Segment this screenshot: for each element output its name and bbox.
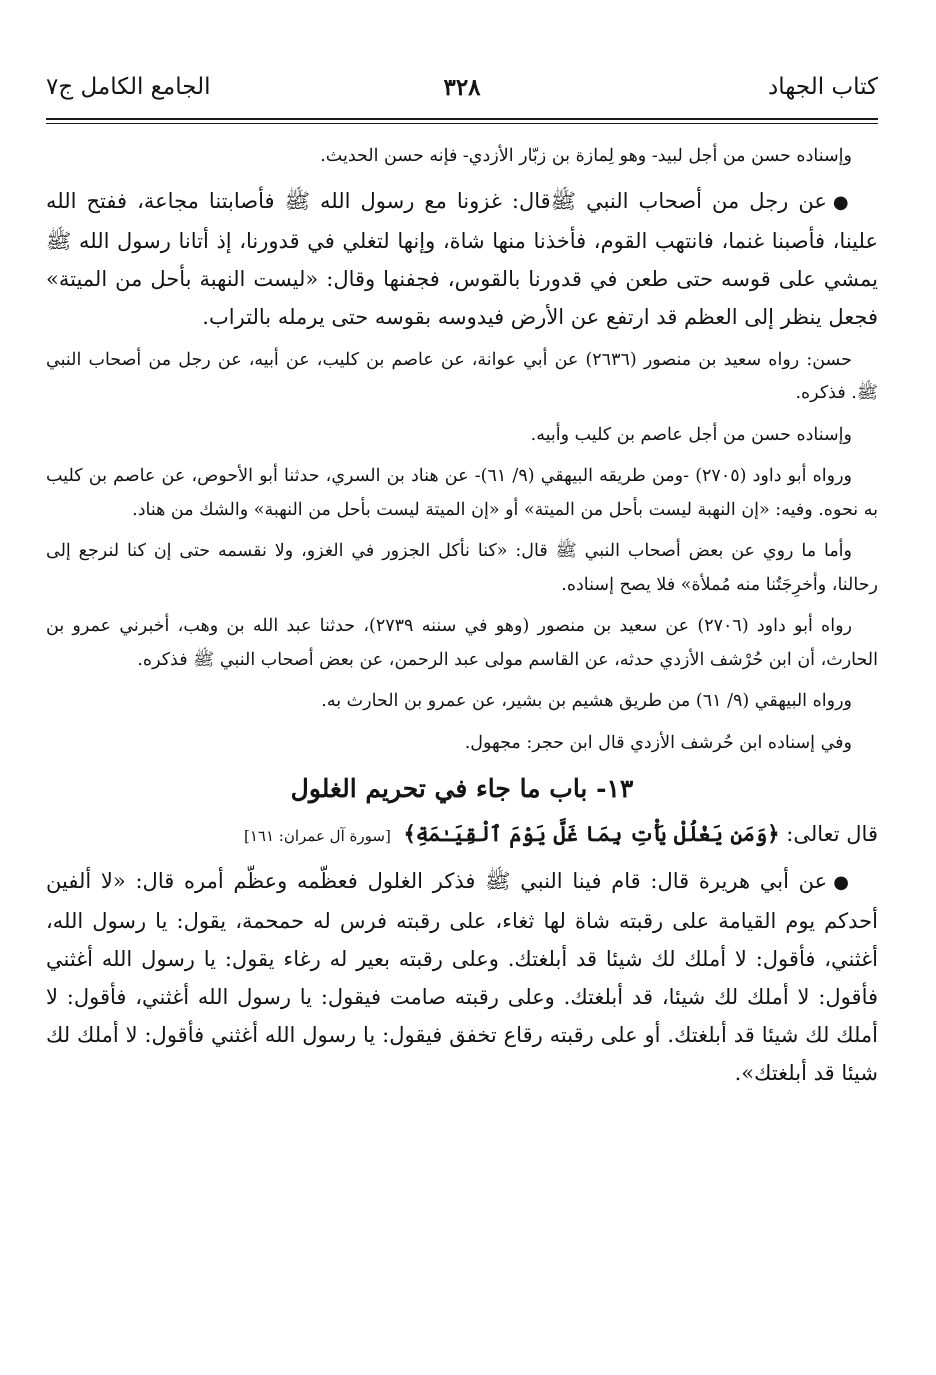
header-rule-thick: [46, 118, 878, 120]
note-paragraph: ورواه أبو داود (٢٧٠٥) -ومن طريقه البيهقي (٩/ ٦١)- عن هناد بن السري، حدثنا أبو الأحوص، عن عاصم بن كليب به نحوه. وفيه: «إن النهبة ليست بأحل من الميتة» أو «إن الميتة ليست بأحل من النهبة» والشك من هناد.: [46, 466, 878, 520]
hadith-paragraph: [46, 862, 878, 1092]
note-paragraph: وإسناده حسن من أجل لبيد- وهو لِمازة بن زبّار الأزدي- فإنه حسن الحديث.: [320, 146, 852, 166]
hadith-paragraph: [46, 182, 878, 336]
series-title: الجامع الكامل ج٧: [46, 74, 211, 100]
running-header: [46, 72, 878, 114]
quran-verse: ﴿وَمَن يَغْلُلْ يَأْتِ بِمَا غَلَّ يَوْمَ ٱلْقِيَـٰمَةِ﴾: [403, 821, 780, 846]
bullet-icon: ●: [832, 191, 852, 213]
note-paragraph: وفي إسناده ابن حُرشف الأزدي قال ابن حجر: مجهول.: [464, 732, 852, 753]
note-paragraph: وإسناده حسن من أجل عاصم بن كليب وأبيه.: [530, 424, 852, 445]
note-paragraph: رواه أبو داود (٢٧٠٦) عن سعيد بن منصور (وهو في سننه ٢٧٣٩)، حدثنا عبد الله بن وهب، أخبرني عمرو بن الحارث، أن ابن حُرْشف الأزدي حدثه، عن القاسم مولى عبد الرحمن، عن بعض أصحاب النبي ﷺ فذكره.: [46, 616, 878, 670]
header-rule-thin: [46, 123, 878, 124]
note-paragraph: وأما ما روي عن بعض أصحاب النبي ﷺ قال: «كنا نأكل الجزور في الغزو، ولا نقسمه حتى إن كنا لنرجع إلى رحالنا، وأخرِجَتُنا منه مُملأة» فلا يصح إسناده.: [46, 541, 878, 595]
quran-reference: [سورة آل عمران: ١٦١]: [243, 827, 391, 845]
note-paragraph: ورواه البيهقي (٩/ ٦١) من طريق هشيم بن بشير، عن عمرو بن الحارث به.: [321, 691, 852, 711]
book-title: كتاب الجهاد: [768, 74, 878, 100]
section-heading: ١٣- باب ما جاء في تحريم الغلول: [290, 774, 634, 803]
page: [46, 72, 878, 1100]
hadith-text: عن رجل من أصحاب النبي ﷺقال: غزونا مع رسول الله ﷺ فأصابتنا مجاعة، ففتح الله علينا، فأصبنا غنما، فانتهب القوم، فأخذنا منها شاة، وإنها لتغلي في قدورنا، إذ أتانا رسول الله ﷺ يمشي على قوسه حتى طعن في قدورنا بالقوس، فجفنها وقال: «ليست النهبة بأحل من الميتة» فجعل ينظر إلى العظم قد ارتفع عن الأرض فيدوسه بقوسه حتى يرمله بالتراب.: [46, 188, 878, 329]
quran-intro: قال تعالى:: [786, 822, 878, 846]
hadith-text: عن أبي هريرة قال: قام فينا النبي ﷺ فذكر الغلول فعظّمه وعظّم أمره قال: «لا ألفين أحدكم يوم القيامة على رقبته شاة لها ثغاء، على رقبته فرس له حمحمة، يقول: يا رسول الله، أغثني، فأقول: لا أملك لك شيئا قد أبلغتك. وعلى رقبته بعير له رغاء يقول: يا رسول الله أغثني فأقول: لا أملك لك شيئا، قد أبلغتك. وعلى رقبته صامت فيقول: يا رسول الله أغثني، فأقول: لا أملك لك شيئا قد أبلغتك. أو على رقبته رقاع تخفق فيقول: يا رسول الله أغثني فأقول: لا أملك لك شيئا قد أبلغتك».: [46, 869, 878, 1085]
note-paragraph: حسن: رواه سعيد بن منصور (٢٦٣٦) عن أبي عوانة، عن عاصم بن كليب، عن أبيه، عن رجل من أصحاب النبي ﷺ. فذكره.: [46, 349, 878, 403]
quran-citation: [46, 814, 878, 856]
bullet-icon: ●: [833, 872, 852, 893]
page-number: ٣٢٨: [443, 74, 481, 101]
